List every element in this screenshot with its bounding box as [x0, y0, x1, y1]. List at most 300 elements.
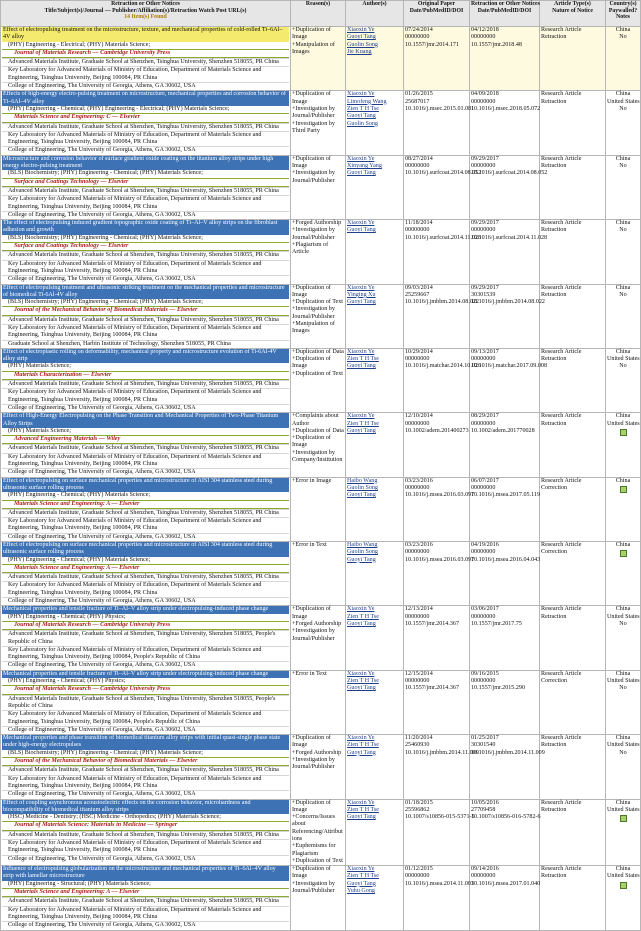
reason-item: +Forged Authorship	[292, 620, 342, 627]
notice-pubmed-id: 00000000	[471, 484, 496, 491]
notice-date: 09/13/2017	[471, 348, 499, 355]
author-link[interactable]: Xiaoxin Ye	[347, 155, 375, 162]
notice-date: 09/14/2016	[471, 866, 499, 873]
original-date: 12/13/2014	[405, 606, 433, 613]
author-link[interactable]: Guoyi Tang	[347, 170, 376, 177]
paper-subjects: (PHY) Materials Science;	[8, 363, 71, 370]
reasons-cell	[291, 284, 346, 348]
table-row	[1, 348, 641, 412]
notice-nature: Retraction	[541, 291, 567, 298]
notice-cell	[470, 348, 547, 412]
author-link[interactable]: Xiaoxin Ye	[347, 91, 375, 98]
original-pubmed-id: 00000000	[405, 420, 430, 427]
notice-pubmed-id: 27709458	[471, 806, 496, 813]
notice-doi[interactable]: 10.1002/adem.201770028	[471, 427, 535, 434]
reason-item: +Error in Image	[292, 477, 332, 484]
article-type-cell	[540, 284, 606, 348]
country-item: China	[615, 735, 631, 742]
original-pubmed-id: 25596862	[405, 806, 430, 813]
original-date: 11/18/2014	[405, 220, 433, 227]
notice-doi[interactable]: 10.1016/j.jmbbm.2014.08.022	[471, 299, 545, 306]
paper-journal[interactable]: Materials Science and Engineering: A — Elsevier	[2, 500, 289, 509]
original-pubmed-id: 00000000	[405, 549, 430, 556]
reason-item: +Manipulation of Images	[292, 41, 335, 55]
notice-pubmed-id: 00000000	[471, 678, 496, 685]
paper-affiliation: Advanced Materials Institute, Graduate School at Shenzhen, Tsinghua University, Shenzhen 518055, PR China	[2, 766, 289, 774]
article-type: Research Article	[541, 413, 582, 420]
country-cell	[606, 866, 641, 930]
notice-cell	[470, 284, 545, 348]
notice-pubmed-id: 00000000	[471, 227, 496, 234]
header-country[interactable]: Country(s) Paywalled? Notes	[606, 1, 641, 27]
notice-doi[interactable]: 10.1016/j.msea.2017.01.040	[471, 880, 541, 887]
country-cell	[606, 735, 641, 799]
paper-affiliation: Key Laboratory for Advanced Materials of Ministry of Education, Department of Materials Science and Engineering, Tsinghua University, Beijing 100084, People's Republic of China	[2, 710, 289, 726]
country-item: No	[619, 749, 627, 756]
paper-affiliation: College of Engineering, The University of Georgia, Athens, GA 30602, USA	[2, 404, 289, 412]
paper-affiliation: College of Engineering, The University of Georgia, Athens, GA 30602, USA	[2, 533, 289, 541]
original-date: 01/26/2015	[405, 91, 433, 98]
country-cell	[606, 670, 641, 734]
author-link[interactable]: Guoyi Tang	[347, 34, 376, 41]
article-type-cell	[540, 866, 606, 930]
author-link[interactable]: Zien T H Tse	[347, 356, 379, 363]
country-item: United States	[607, 420, 640, 427]
paper-affiliation: College of Engineering, The University of Georgia, Athens, GA 30602, USA	[2, 275, 289, 283]
author-link[interactable]: Zien T H Tse	[347, 873, 379, 880]
article-type-cell	[540, 670, 606, 734]
reason-item: +Duplication of Image	[292, 606, 331, 620]
header-original-paper[interactable]: Original Paper Date/PubMedID/DOI	[404, 1, 470, 27]
reasons-cell	[291, 542, 346, 606]
original-paper-cell	[404, 606, 470, 670]
notice-date: 09/29/2017	[471, 155, 499, 162]
authors-cell	[346, 413, 404, 477]
authors-cell	[346, 799, 404, 866]
paper-subjects: (HSC) Medicine - Dentistry; (HSC) Medicine - Orthopedics; (PHY) Materials Science;	[8, 814, 221, 821]
author-link[interactable]: Guoyi Tang	[347, 685, 376, 692]
notice-nature: Correction	[541, 549, 568, 556]
reason-item: +Duplication of Image	[292, 799, 331, 813]
notice-doi[interactable]: 10.1016/j.msea.2016.04.043	[471, 556, 541, 563]
original-doi[interactable]: 10.1557/jmr.2014.367	[405, 620, 459, 627]
authors-cell	[346, 606, 404, 670]
article-type: Research Article	[541, 542, 582, 548]
original-pubmed-id: 00000000	[405, 873, 430, 880]
paper-affiliation: Advanced Materials Institute, Graduate School at Shenzhen, Tsinghua University, Shenzhen 518055, People's Republic of China	[2, 630, 289, 646]
table-row	[1, 220, 641, 284]
original-paper-cell	[404, 799, 475, 866]
table-row	[1, 284, 641, 348]
author-link[interactable]: Guoyi Tang	[347, 880, 376, 887]
article-type-cell	[540, 220, 606, 284]
author-link[interactable]: Guolin Song	[347, 120, 378, 127]
paper-affiliation: Key Laboratory for Advanced Materials of Ministry of Education, Department of Materials Science and Engineering, Tsinghua University, Beijing 100084, PR China	[2, 517, 289, 533]
author-link[interactable]: Xiaoxin Ye	[347, 799, 375, 806]
original-doi[interactable]: 10.1016/j.msec.2015.01.081	[405, 105, 475, 112]
notice-cell	[470, 91, 540, 155]
notice-cell	[470, 735, 545, 799]
paper-affiliation: Key Laboratory for Advanced Materials of Ministry of Education, Department of Materials Science and Engineering, Tsinghua University, Beijing 100084, PR China	[2, 775, 289, 791]
original-date: 01/18/2015	[405, 799, 433, 806]
original-paper-cell	[404, 866, 475, 930]
paper-affiliation: Key Laboratory for Advanced Materials of Ministry of Education, Department of Materials Science and Engineering, Tsinghua University, Beijing 100084, People's Republic of China	[2, 646, 289, 662]
author-link[interactable]: Xiaoxin Ye	[347, 284, 375, 291]
author-link[interactable]: Zien T H Tse	[347, 678, 379, 685]
country-item: China	[615, 348, 631, 355]
notice-cell	[470, 799, 540, 866]
paper-affiliation: Key Laboratory for Advanced Materials of Ministry of Education, Department of Materials Science and Engineering, Tsinghua University, Beijing 100084, PR China	[2, 66, 289, 82]
author-link[interactable]: Zien T H Tse	[347, 742, 379, 749]
notice-doi[interactable]: 10.1016/j.surfcoat.2014.08.052	[471, 170, 548, 177]
notice-doi[interactable]: 10.1557/jmr.2017.75	[471, 620, 522, 627]
reason-item: +Duplication of Image	[292, 435, 331, 449]
paper-journal[interactable]: Journal of Materials Research — Cambridge University Press	[2, 621, 289, 630]
author-link[interactable]: Xiaoxin Ye	[347, 735, 375, 742]
article-type: Research Article	[541, 606, 582, 613]
author-link[interactable]: Xiaoxin Ye	[347, 348, 375, 355]
paper-affiliation: College of Engineering, The University of Georgia, Athens, GA 30602, USA	[2, 211, 289, 219]
article-type-cell	[540, 542, 606, 606]
paper-affiliation: Key Laboratory for Advanced Materials of Ministry of Education, Department of Materials Science and Engineering, Tsinghua University, Beijing 100084, PR China	[2, 324, 289, 340]
reason-item: +Duplication of Image	[292, 356, 331, 370]
original-doi[interactable]: 10.1016/j.msea.2016.03.097	[405, 556, 475, 563]
paywall-icon[interactable]	[620, 429, 627, 436]
notice-doi[interactable]: 10.1016/j.jmbbm.2014.11.009	[471, 749, 545, 756]
author-link[interactable]: Guoyi Tang	[347, 427, 376, 434]
paper-affiliation: Key Laboratory for Advanced Materials of Ministry of Education, Department of Materials Science and Engineering, Tsinghua University, Beijing 100084, PR China	[2, 388, 289, 404]
paper-subjects: (BLS) Biochemistry; (PHY) Engineering - Chemical; (PHY) Materials Science;	[8, 299, 203, 306]
paper-affiliation: Advanced Materials Institute, Graduate School at Shenzhen, Tsinghua University, Shenzhen 518055, PR China	[2, 573, 289, 581]
author-link[interactable]: Zien T H Tse	[347, 613, 379, 620]
notice-nature: Retraction	[541, 98, 567, 105]
original-paper-cell	[404, 735, 479, 799]
country-item: No	[619, 105, 627, 112]
title-cell	[1, 27, 291, 91]
reason-item: +Duplication of Image	[292, 27, 331, 41]
notice-date: 04/09/2018	[471, 91, 499, 98]
notice-pubmed-id: 00000000	[471, 549, 496, 556]
paywall-icon[interactable]	[620, 815, 627, 822]
header-reasons[interactable]: Reason(s)	[291, 1, 346, 27]
author-link[interactable]: Jie Kuang	[347, 48, 372, 55]
paper-affiliation: Advanced Materials Institute, Graduate School at Shenzhen, Tsinghua University, Shenzhen 518055, PR China	[2, 380, 289, 388]
paper-affiliation: Advanced Materials Institute, Graduate School at Shenzhen, Tsinghua University, Shenzhen 518055, PR China	[2, 444, 289, 452]
original-doi[interactable]: 10.1557/jmr.2014.367	[405, 685, 459, 692]
author-link[interactable]: Xiaoxin Ye	[347, 220, 375, 227]
country-item: No	[619, 291, 627, 298]
country-item: No	[619, 363, 627, 370]
paper-title[interactable]: Effect of electropulsing on surface mechanical properties and microstructure of AISI 304 stainless steel during ultrasonic surface rolling process	[2, 542, 289, 557]
author-link[interactable]: Haibo Wang	[347, 542, 378, 548]
paper-title[interactable]: Effect of electroplastic rolling on deformability, mechanical property and microstructure evolution of Ti-6Al-4V alloy strip	[2, 349, 289, 364]
reason-item: +Duplication of Data	[292, 348, 344, 355]
article-type-cell	[540, 606, 606, 670]
paper-journal[interactable]: Journal of Materials Research — Cambridge University Press	[2, 49, 289, 58]
country-cell	[606, 348, 641, 412]
original-doi[interactable]: 10.1016/j.surfcoat.2014.11.028	[405, 234, 482, 241]
country-cell	[606, 220, 641, 284]
title-cell	[1, 155, 291, 219]
paper-title[interactable]: Effect of electropulsing treatment on the microstructure, texture, and mechanical properties of cold-rolled Ti–6Al–4V alloy	[2, 27, 289, 42]
reason-item: +Investigation by Journal/Publisher	[292, 880, 335, 895]
paper-journal[interactable]: Surface and Coatings Technology — Elsevier	[2, 242, 289, 251]
paper-title[interactable]: Mechanical properties and tensile fracture of Ti–Al–V alloy strip under electropulsing-induced phase change	[2, 671, 289, 678]
paper-affiliation: Advanced Materials Institute, Graduate School at Shenzhen, Tsinghua University, Shenzhen 518055, PR China	[2, 897, 289, 905]
paper-journal[interactable]: Materials Science and Engineering: A — Elsevier	[2, 888, 289, 897]
reasons-cell	[291, 27, 346, 91]
paper-affiliation: Advanced Materials Institute, Graduate School at Shenzhen, Tsinghua University, Shenzhen 518055, PR China	[2, 831, 289, 839]
paper-affiliation: Key Laboratory for Advanced Materials of Ministry of Education, Department of Materials Science and Engineering, Tsinghua University, Beijing 100084, PR China	[2, 906, 289, 922]
authors-cell	[346, 220, 404, 284]
header-authors[interactable]: Author(s)	[346, 1, 404, 27]
notice-doi[interactable]: 10.1016/j.msec.2018.05.072	[471, 105, 541, 112]
paper-title[interactable]: Mechanical properties and tensile fracture of Ti–Al–V alloy strip under electropulsing-induced phase change	[2, 606, 289, 613]
table-row	[1, 670, 641, 734]
country-item: United States	[607, 806, 640, 813]
paper-affiliation: Advanced Materials Institute, Graduate School at Shenzhen, Tsinghua University, Shenzhen 518055, PR China	[2, 187, 289, 195]
paper-affiliation: Advanced Materials Institute, Graduate School at Shenzhen, Tsinghua University, Shenzhen 518055, PR China	[2, 509, 289, 517]
paper-affiliation: College of Engineering, The University of Georgia, Athens, GA 30602, USA	[2, 82, 289, 90]
article-type-cell	[540, 477, 606, 541]
country-item: United States	[607, 98, 640, 105]
notice-pubmed-id: 30301540	[471, 742, 496, 749]
article-type: Research Article	[541, 155, 582, 162]
paper-title[interactable]: The effect of electropulsing induced gradient topographic oxide coating of Ti–Al–V alloy strips on the fibroblast adhesion and growth	[2, 220, 289, 235]
paper-affiliation: College of Engineering, The University of Georgia, Athens, GA 30602, USA	[2, 790, 289, 798]
notice-doi[interactable]: 10.1557/jmr.2018.48	[471, 41, 522, 48]
reason-item: +Duplication of Image	[292, 866, 331, 880]
header-title[interactable]: Retraction or Other Notices Title/Subject(s)/Journal — Publisher/Affiliation(s)/Retraction Watch Post URL(s) 14 Item(s) Found	[1, 1, 291, 27]
author-link[interactable]: Xiaoxin Ye	[347, 413, 375, 420]
original-paper-cell	[404, 413, 470, 477]
table-row	[1, 413, 641, 477]
title-cell	[1, 799, 291, 866]
country-item: China	[615, 413, 631, 420]
title-cell	[1, 413, 291, 477]
country-cell	[606, 91, 641, 155]
table-row	[1, 542, 641, 606]
authors-cell	[346, 27, 404, 91]
original-pubmed-id: 00000000	[405, 484, 430, 491]
table-row	[1, 155, 641, 219]
reason-item: +Duplication of Text	[292, 857, 343, 864]
reasons-cell	[291, 866, 346, 930]
paper-affiliation: Key Laboratory for Advanced Materials of Ministry of Education, Department of Materials Science and Engineering, Tsinghua University, Beijing 100084, PR China	[2, 581, 289, 597]
paper-journal[interactable]: Advanced Engineering Materials — Wiley	[2, 435, 289, 444]
paper-title[interactable]: Effects of high-energy electro-pulsing treatment on microstructure, mechanical properties and corrosion behavior of Ti–6Al–4V alloy	[2, 91, 289, 106]
original-doi[interactable]: 10.1016/j.msea.2014.11.003	[405, 880, 475, 887]
reason-item: +Duplication of Image	[292, 735, 331, 749]
reasons-cell	[291, 155, 346, 219]
paper-title[interactable]: Influence of electropulsing globularization on the microstructure and mechanical properties of Ti–6Al–4V alloy strip with lamellar microstructure	[2, 866, 289, 881]
original-doi[interactable]: 10.1016/j.matchar.2014.10.026	[405, 363, 481, 370]
paper-subjects: (PHY) Engineering - Electrical; (PHY) Materials Science;	[8, 41, 151, 48]
notice-doi[interactable]: 10.1007/s10856-016-5782-6	[471, 814, 541, 821]
country-cell	[606, 606, 641, 670]
author-link[interactable]: Yuhu Gong	[347, 888, 375, 895]
title-cell	[1, 477, 291, 541]
notice-doi[interactable]: 10.1016/j.matchar.2017.09.008	[471, 363, 547, 370]
paywall-icon[interactable]	[620, 486, 627, 493]
notice-doi[interactable]: 10.1557/jmr.2015.290	[471, 685, 525, 692]
author-link[interactable]: Guoyi Tang	[347, 363, 376, 370]
reason-item: +Investigation by Journal/Publisher	[292, 170, 335, 184]
original-pubmed-id: 00000000	[405, 613, 430, 620]
paper-title[interactable]: Effect of High-Energy Electropulsing on the Phase Transition and Mechanical Properties of Two-Phase Titanium Alloy Strips	[2, 413, 289, 428]
reason-item: +Duplication of Text	[292, 370, 343, 377]
original-doi[interactable]: 10.1002/adem.201400273	[405, 427, 469, 434]
country-item: No	[619, 34, 627, 41]
original-doi[interactable]: 10.1016/j.jmbbm.2014.08.022	[405, 299, 479, 306]
article-type-cell	[540, 799, 606, 866]
original-doi[interactable]: 10.1016/j.jmbbm.2014.11.009	[405, 749, 479, 756]
paywall-icon[interactable]	[620, 882, 627, 889]
reason-item: +Concerns/Issues about Referencing/Attributions	[292, 814, 343, 842]
original-doi[interactable]: 10.1007/s10856-015-5371-5	[405, 814, 475, 821]
article-type: Research Article	[541, 735, 582, 742]
reason-item: +Investigation by Journal/Publisher	[292, 628, 335, 642]
paper-affiliation: Advanced Materials Institute, Graduate School at Shenzhen, Tsinghua University, Shenzhen 518055, PR China	[2, 251, 289, 259]
original-date: 08/27/2014	[405, 155, 433, 162]
paper-journal[interactable]: Journal of the Mechanical Behavior of Biomedical Materials — Elsevier	[2, 306, 289, 315]
author-link[interactable]: Guoyi Tang	[347, 749, 376, 756]
author-link[interactable]: Xiaoxin Ye	[347, 606, 375, 613]
country-item: China	[615, 799, 631, 806]
paper-subjects: (BLS) Biochemistry; (PHY) Engineering - Chemical; (PHY) Materials Science;	[8, 234, 203, 241]
author-link[interactable]: Yinging Xu	[347, 291, 376, 298]
original-doi[interactable]: 10.1557/jmr.2014.171	[405, 41, 459, 48]
table-header-row	[1, 1, 641, 27]
author-link[interactable]: Guoyi Tang	[347, 227, 376, 234]
original-doi[interactable]: 10.1016/j.surfcoat.2014.08.052	[405, 170, 482, 177]
article-type: Research Article	[541, 220, 582, 227]
notice-nature: Retraction	[541, 163, 567, 170]
notice-date: 04/19/2016	[471, 542, 499, 548]
author-link[interactable]: Guolin Song	[347, 41, 378, 48]
notice-cell	[470, 477, 540, 541]
author-link[interactable]: Haibo Wang	[347, 477, 378, 484]
country-cell	[606, 542, 641, 606]
original-pubmed-id: 00000000	[405, 356, 430, 363]
country-item: No	[619, 620, 627, 627]
notice-cell	[470, 413, 540, 477]
paywall-icon[interactable]	[620, 550, 627, 557]
author-link[interactable]: Guolin Song	[347, 549, 378, 556]
notice-date: 03/06/2017	[471, 606, 499, 613]
author-link[interactable]: Guoyi Tang	[347, 814, 376, 821]
notice-cell	[470, 670, 540, 734]
author-link[interactable]: Limofeng Wang	[347, 98, 387, 105]
author-link[interactable]: Zien T H Tse	[347, 105, 379, 112]
notice-doi[interactable]: 10.1016/j.msea.2017.05.119	[471, 492, 541, 499]
title-cell	[1, 542, 291, 606]
notice-pubmed-id: 00000000	[471, 873, 496, 880]
paper-title[interactable]: Mechanical properties and phase transition of biomedical titanium alloy strips with initial quasi-single phase state under high-energy electropulses	[2, 735, 289, 750]
paper-journal[interactable]: Journal of Materials Science: Materials in Medicine — Springer	[2, 821, 289, 830]
reason-item: +Manipulation of Images	[292, 320, 335, 335]
paper-affiliation: Key Laboratory for Advanced Materials of Ministry of Education, Department of Materials Science and Engineering, Tsinghua University, Beijing 100084, PR China	[2, 131, 289, 147]
authors-cell	[346, 866, 404, 930]
original-date: 12/15/2014	[405, 670, 433, 677]
author-link[interactable]: Xinyang Yang	[347, 163, 382, 170]
notice-date: 09/29/2017	[471, 220, 499, 227]
author-link[interactable]: Zien T H Tse	[347, 806, 379, 813]
original-date: 10/29/2014	[405, 348, 433, 355]
reasons-cell	[291, 799, 346, 866]
notice-cell	[470, 606, 540, 670]
country-cell	[606, 284, 641, 348]
reason-item: +Investigation by Third Party	[292, 120, 335, 134]
country-item: No	[619, 163, 627, 170]
paper-title[interactable]: Effect of electropulsing on surface mechanical properties and microstructure of AISI 304 stainless steel during ultrasonic surface rolling process	[2, 478, 289, 493]
reason-item: +Duplication of Image	[292, 91, 331, 105]
paper-journal[interactable]: Materials Science and Engineering: A — Elsevier	[2, 564, 289, 573]
paper-title[interactable]: Effect of electropulsing treatment and ultrasonic striking treatment on the mechanical properties and microstructure of biomedical Ti-6Al-4V alloy	[2, 285, 289, 300]
article-type-cell	[540, 91, 606, 155]
country-item: China	[615, 220, 631, 227]
paper-subjects: (PHY) Engineering - Chemical; (PHY) Physics;	[8, 678, 126, 685]
header-notice[interactable]: Retraction or Other Notices Date/PubMedID/DOI	[470, 1, 540, 27]
reason-item: +Duplication of Image	[292, 155, 331, 170]
title-cell	[1, 220, 291, 284]
paper-affiliation: College of Engineering, The University of Georgia, Athens, GA 30602, USA	[2, 661, 289, 669]
author-link[interactable]: Guoyi Tang	[347, 556, 376, 563]
paper-affiliation: Key Laboratory for Advanced Materials of Ministry of Education, Department of Materials Science and Engineering, Tsinghua University, Beijing 100084, PR China	[2, 260, 289, 276]
paper-journal[interactable]: Materials Characterization — Elsevier	[2, 371, 289, 380]
reason-item: +Complaints about Author	[292, 413, 339, 427]
reason-item: +Duplication of Data	[292, 427, 344, 434]
paper-title[interactable]: Microstructure and corrosion behavior of surface gradient oxide coating on the titanium alloy strips under high energy electro-pulsing treatment	[2, 156, 289, 171]
notice-doi[interactable]: 10.1016/j.surfcoat.2014.11.028	[471, 234, 548, 241]
paper-journal[interactable]: Journal of Materials Research — Cambridge University Press	[2, 685, 289, 694]
notice-pubmed-id: 30301539	[471, 291, 496, 298]
author-link[interactable]: Guolin Song	[347, 484, 378, 491]
author-link[interactable]: Guoyi Tang	[347, 113, 376, 120]
country-cell	[606, 413, 641, 477]
paper-affiliation: Key Laboratory for Advanced Materials of Ministry of Education, Department of Materials Science and Engineering, Tsinghua University, Beijing 100084, PR China	[2, 839, 289, 855]
author-link[interactable]: Xiaoxin Ye	[347, 670, 375, 677]
country-item: China	[615, 606, 631, 613]
author-link[interactable]: Guoyi Tang	[347, 620, 376, 627]
author-link[interactable]: Xiaoxin Ye	[347, 866, 375, 873]
author-link[interactable]: Guoyi Tang	[347, 492, 376, 499]
notice-pubmed-id: 00000000	[471, 98, 496, 105]
author-link[interactable]: Zien T H Tse	[347, 420, 379, 427]
header-article-type[interactable]: Article Type(s) Nature of Notice	[540, 1, 606, 27]
paper-title[interactable]: Effect of coupling asynchronous acoustoelectric effects on the corrosion behavior, microhardness and biocompatibility of biomedical titanium alloy strips	[2, 800, 289, 815]
paper-journal[interactable]: Surface and Coatings Technology — Elsevier	[2, 178, 289, 187]
reason-item: +Error in Text	[292, 542, 327, 548]
original-paper-cell	[404, 220, 482, 284]
paper-journal[interactable]: Materials Science and Engineering: C — Elsevier	[2, 113, 289, 122]
notice-date: 08/29/2017	[471, 413, 499, 420]
author-link[interactable]: Guoyi Tang	[347, 299, 376, 306]
reasons-cell	[291, 91, 346, 155]
author-link[interactable]: Xiaoxin Ye	[347, 27, 375, 33]
reason-item: +Duplication of Text	[292, 299, 343, 306]
notice-cell	[470, 866, 540, 930]
paper-affiliation: College of Engineering, The University of Georgia, Athens, GA 30602, USA	[2, 597, 289, 605]
notice-pubmed-id: 00000000	[471, 613, 496, 620]
reason-item: +Plagiarism of Article	[292, 242, 329, 256]
original-doi[interactable]: 10.1016/j.msea.2016.03.097	[405, 492, 475, 499]
paper-journal[interactable]: Journal of the Mechanical Behavior of Biomedical Materials — Elsevier	[2, 757, 289, 766]
table-row	[1, 735, 641, 799]
notice-cell	[470, 27, 540, 91]
notice-cell	[470, 542, 540, 606]
reasons-cell	[291, 413, 346, 477]
